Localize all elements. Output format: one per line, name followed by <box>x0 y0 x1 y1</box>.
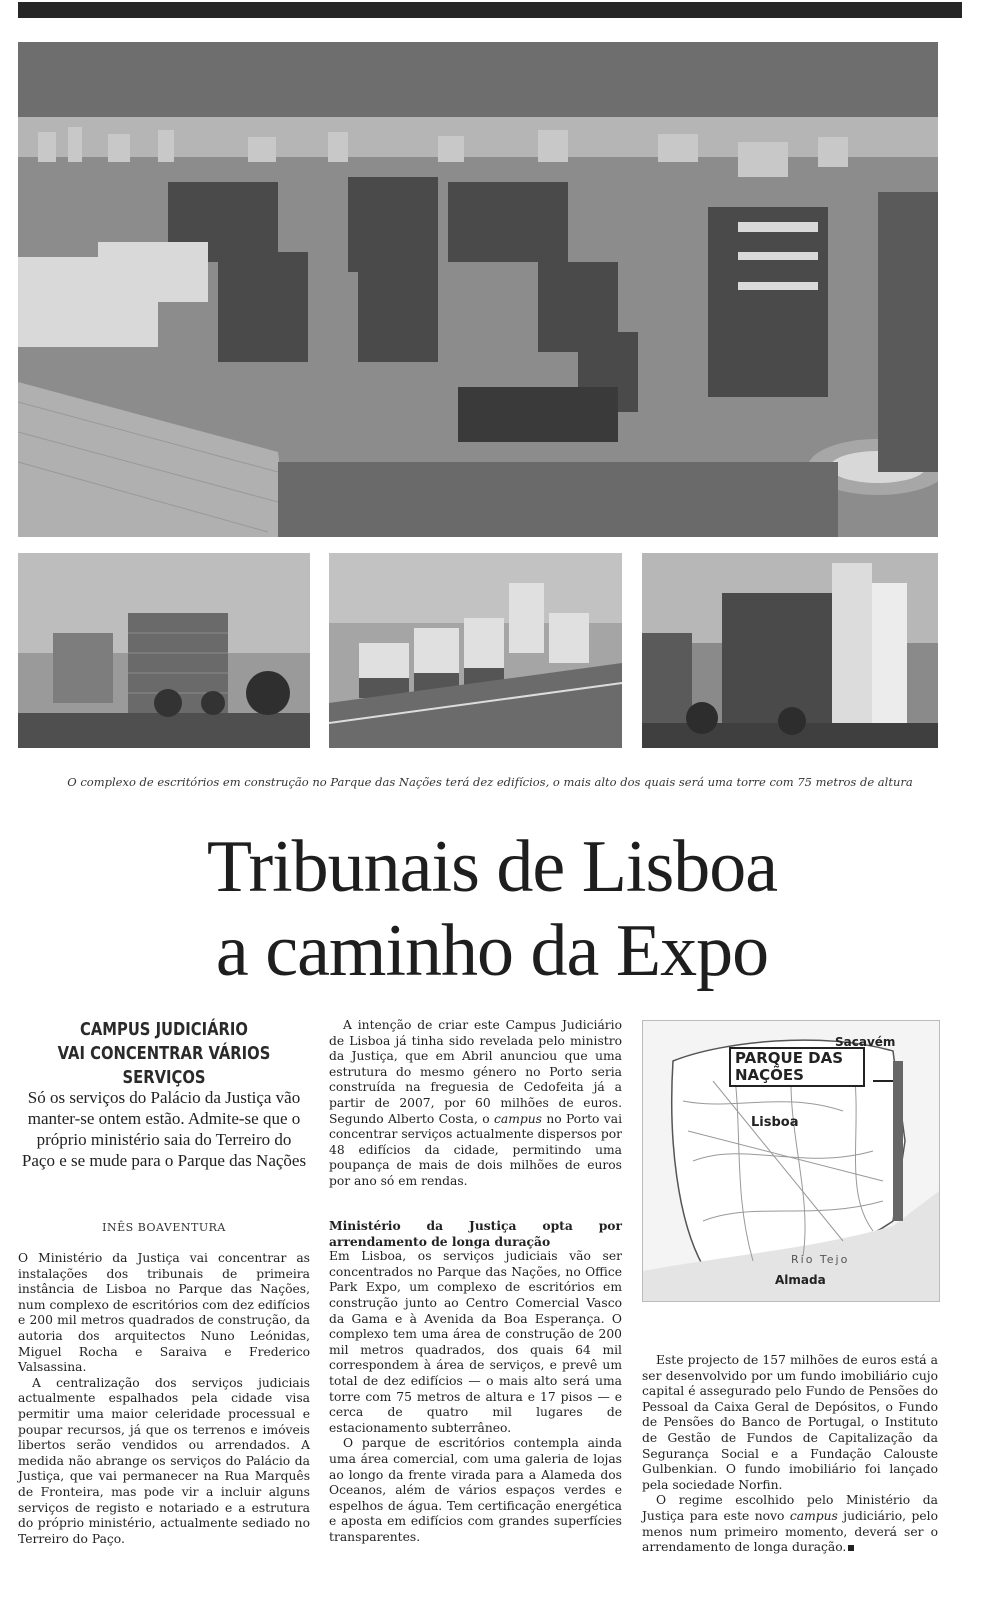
byline: INÊS BOAVENTURA <box>102 1221 226 1234</box>
paragraph: Em Lisboa, os serviços judiciais vão ser concentrados no Parque das Nações, no Office Park Expo, um complexo de escritórios em construção junto ao Centro Comercial Vasco da Gama e à Avenida da Boa Esperança. O complexo tem uma área de construção de 200 mil metros quadrados, dos quais 64 mil correspondem à área de serviços, e prevê um total de dez edifícios — o mais alto será uma torre com 75 metros de altura e 17 pisos — e cerca de quatro mil lugares de estacionamento subterrâneo. <box>329 1249 622 1435</box>
paragraph: O regime escolhido pelo Ministério da Justiça para este novo campus judiciário, pelo menos num primeiro momento, deverá ser o arrendamento de longa duração. <box>642 1493 938 1555</box>
kicker-line-1: CAMPUS JUDICIÁRIO <box>80 1019 248 1040</box>
rendering-photo-right <box>642 553 938 748</box>
aerial-construction-photo <box>18 42 938 537</box>
map-label-parque-das-nacoes: PARQUE DAS NAÇÕES <box>729 1047 865 1087</box>
paragraph: A intenção de criar este Campus Judiciário de Lisboa já tinha sido revelada pelo ministro da Justiça, que em Abril anunciou que uma estrutura do mesmo género no Porto seria construída na freguesia de Cedofeita já a partir de 2007, por 60 milhões de euros. Segundo Alberto Costa, o campus no Porto vai concentrar serviços actualmente dispersos por 48 edifícios da cidade, permitindo uma poupança de mais de dois milhões de euros por ano só em rendas. <box>329 1018 623 1188</box>
rendering-photo-left <box>18 553 310 748</box>
paragraph: A centralização dos serviços judiciais actualmente espalhados pela cidade visa permitir uma maior celeridade processual e poupar recursos, já que os terrenos e imóveis libertos serão vendidos ou arrendados. A medida não abrange os serviços do Palácio da Justiça, que vai permanecer na Rua Marquês de Fronteira, mas pode vir a incluir alguns serviços de registo e notariado e a estrutura do próprio ministério, actualmente sediado no Terreiro do Paço. <box>18 1375 310 1546</box>
map-label-almada: Almada <box>775 1273 826 1287</box>
map-label-lisboa: Lisboa <box>751 1115 799 1130</box>
paragraph: O parque de escritórios contempla ainda uma área comercial, com uma galeria de lojas ao longo da frente virada para a Alameda dos Oceanos, além de vários espaços verdes e espelhos de água. Tem certificação energética e aposta em edifícios com grandes superfícies transparentes. <box>329 1436 622 1544</box>
kicker <box>44 1018 283 1090</box>
article-column-2-lower <box>329 1218 622 1545</box>
subheading: Ministério da Justiça opta por arrendamento de longa duração <box>329 1218 622 1249</box>
location-map <box>642 1020 940 1302</box>
photo-caption: O complexo de escritórios em construção no Parque das Nações terá dez edifícios, o mais alto dos quais será uma torre com 75 metros de altura <box>67 775 913 789</box>
headline-line-2: a caminho da Expo <box>215 910 769 992</box>
top-rule <box>18 2 962 18</box>
kicker-line-2: VAI CONCENTRAR VÁRIOS SERVIÇOS <box>57 1043 271 1088</box>
paragraph: Este projecto de 157 milhões de euros está a ser desenvolvido por um fundo imobiliário cujo capital é assegurado pelo Fundo de Pensões do Pessoal da Caixa Geral de Depósitos, o Fundo de Pensões do Banco de Portugal, o Instituto de Gestão de Fundos de Capitalização da Segurança Social e a Fundação Calouste Gulbenkian. O fundo imobiliário foi lançado pela sociedade Norfin. <box>642 1353 938 1492</box>
map-label-rio-tejo: Rio Tejo <box>791 1253 850 1266</box>
article-column-3 <box>642 1353 938 1556</box>
rendering-photo-middle <box>329 553 622 748</box>
end-mark <box>848 1545 854 1551</box>
article-column-1 <box>18 1251 310 1547</box>
map-label-sacavem: Sacavém <box>835 1035 896 1049</box>
paragraph: O Ministério da Justiça vai concentrar as instalações dos tribunais de primeira instância de Lisboa no Parque das Nações, num complexo de escritórios com dez edifícios e 200 mil metros quadrados de construção, da autoria dos arquitectos Nuno Leónidas, Miguel Rocha e Saraiva e Frederico Valsassina. <box>18 1251 310 1375</box>
article-column-2 <box>329 1018 622 1190</box>
headline-line-1: Tribunais de Lisboa <box>206 826 778 908</box>
lead-paragraph: Só os serviços do Palácio da Justiça vão manter-se ontem estão. Admite-se que o próprio ministério saia do Terreiro do Paço e se mude para o Parque das Nações <box>21 1088 307 1170</box>
headline <box>120 825 864 993</box>
